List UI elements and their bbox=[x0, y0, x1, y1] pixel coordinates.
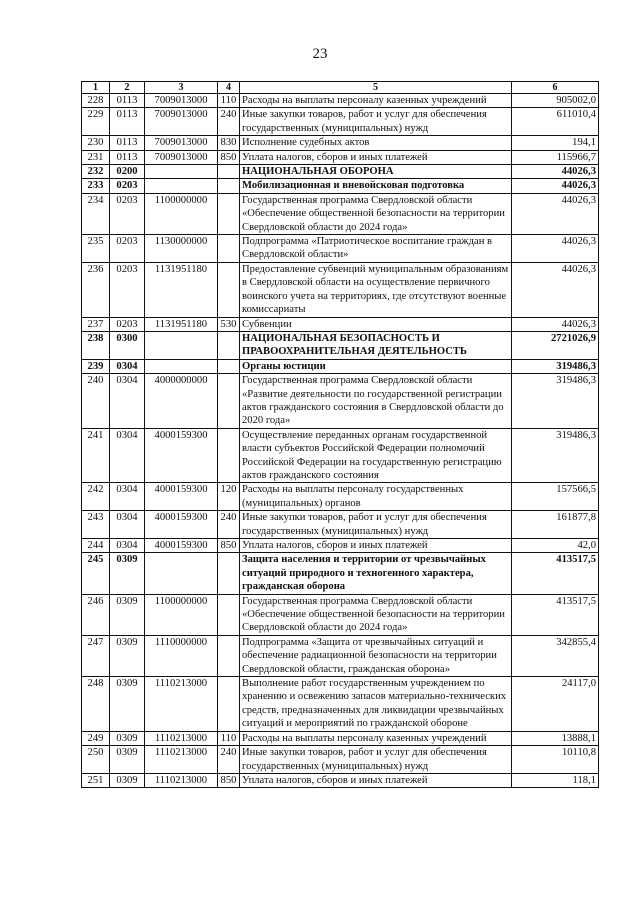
section-code-cell: 0113 bbox=[110, 136, 145, 150]
amount-cell: 42,0 bbox=[512, 539, 599, 553]
table-row bbox=[82, 746, 599, 774]
section-code-cell: 0200 bbox=[110, 165, 145, 179]
table-row bbox=[82, 165, 599, 179]
item-name-cell: Органы юстиции bbox=[240, 359, 512, 373]
target-code-cell: 4000159300 bbox=[145, 539, 218, 553]
table-row bbox=[82, 594, 599, 635]
header-cell: 3 bbox=[145, 82, 218, 94]
amount-cell: 194,1 bbox=[512, 136, 599, 150]
table-row bbox=[82, 262, 599, 317]
expense-type-cell: 850 bbox=[218, 539, 240, 553]
target-code-cell: 1110000000 bbox=[145, 635, 218, 676]
row-number-cell: 230 bbox=[82, 136, 110, 150]
item-name-cell: Осуществление переданных органам государственной власти субъектов Российской Федерации полномочий Российской Федерации на государственную регистрацию актов гражданского состояния bbox=[240, 428, 512, 483]
row-number-cell: 228 bbox=[82, 94, 110, 108]
expense-type-cell bbox=[218, 677, 240, 732]
table-row bbox=[82, 731, 599, 745]
expense-type-cell: 110 bbox=[218, 731, 240, 745]
section-code-cell: 0203 bbox=[110, 193, 145, 234]
row-number-cell: 234 bbox=[82, 193, 110, 234]
table-row bbox=[82, 136, 599, 150]
section-code-cell: 0309 bbox=[110, 746, 145, 774]
section-code-cell: 0300 bbox=[110, 331, 145, 359]
amount-cell: 13888,1 bbox=[512, 731, 599, 745]
row-number-cell: 246 bbox=[82, 594, 110, 635]
target-code-cell: 7009013000 bbox=[145, 136, 218, 150]
section-code-cell: 0304 bbox=[110, 539, 145, 553]
table-row bbox=[82, 108, 599, 136]
table-row bbox=[82, 511, 599, 539]
target-code-cell: 4000000000 bbox=[145, 374, 218, 429]
item-name-cell: Подпрограмма «Патриотическое воспитание граждан в Свердловской области» bbox=[240, 235, 512, 263]
amount-cell: 905002,0 bbox=[512, 94, 599, 108]
row-number-cell: 241 bbox=[82, 428, 110, 483]
expense-type-cell bbox=[218, 331, 240, 359]
item-name-cell: Государственная программа Свердловской области «Обеспечение общественной безопасности на территории Свердловской области до 2024 года» bbox=[240, 594, 512, 635]
budget-table bbox=[81, 81, 599, 788]
expense-type-cell bbox=[218, 359, 240, 373]
header-cell: 1 bbox=[82, 82, 110, 94]
row-number-cell: 231 bbox=[82, 150, 110, 164]
table-row bbox=[82, 773, 599, 787]
target-code-cell bbox=[145, 179, 218, 193]
expense-type-cell bbox=[218, 553, 240, 594]
target-code-cell: 1110213000 bbox=[145, 773, 218, 787]
header-cell: 5 bbox=[240, 82, 512, 94]
row-number-cell: 235 bbox=[82, 235, 110, 263]
target-code-cell: 7009013000 bbox=[145, 150, 218, 164]
row-number-cell: 243 bbox=[82, 511, 110, 539]
amount-cell: 319486,3 bbox=[512, 359, 599, 373]
target-code-cell: 1100000000 bbox=[145, 193, 218, 234]
amount-cell: 319486,3 bbox=[512, 374, 599, 429]
target-code-cell: 1130000000 bbox=[145, 235, 218, 263]
table-row bbox=[82, 179, 599, 193]
section-code-cell: 0309 bbox=[110, 731, 145, 745]
target-code-cell: 1110213000 bbox=[145, 746, 218, 774]
target-code-cell: 1100000000 bbox=[145, 594, 218, 635]
amount-cell: 413517,5 bbox=[512, 594, 599, 635]
amount-cell: 611010,4 bbox=[512, 108, 599, 136]
table-row bbox=[82, 539, 599, 553]
target-code-cell: 4000159300 bbox=[145, 483, 218, 511]
section-code-cell: 0304 bbox=[110, 511, 145, 539]
item-name-cell: Расходы на выплаты персоналу казенных учреждений bbox=[240, 94, 512, 108]
target-code-cell: 1110213000 bbox=[145, 731, 218, 745]
amount-cell: 157566,5 bbox=[512, 483, 599, 511]
amount-cell: 44026,3 bbox=[512, 179, 599, 193]
table-row bbox=[82, 359, 599, 373]
expense-type-cell bbox=[218, 193, 240, 234]
row-number-cell: 251 bbox=[82, 773, 110, 787]
target-code-cell: 1131951180 bbox=[145, 317, 218, 331]
target-code-cell: 4000159300 bbox=[145, 511, 218, 539]
table-row bbox=[82, 235, 599, 263]
amount-cell: 24117,0 bbox=[512, 677, 599, 732]
section-code-cell: 0113 bbox=[110, 108, 145, 136]
section-code-cell: 0309 bbox=[110, 677, 145, 732]
expense-type-cell: 120 bbox=[218, 483, 240, 511]
item-name-cell: Иные закупки товаров, работ и услуг для обеспечения государственных (муниципальных) нужд bbox=[240, 746, 512, 774]
expense-type-cell bbox=[218, 635, 240, 676]
amount-cell: 2721026,9 bbox=[512, 331, 599, 359]
header-cell: 6 bbox=[512, 82, 599, 94]
row-number-cell: 240 bbox=[82, 374, 110, 429]
item-name-cell: НАЦИОНАЛЬНАЯ БЕЗОПАСНОСТЬ И ПРАВООХРАНИТЕЛЬНАЯ ДЕЯТЕЛЬНОСТЬ bbox=[240, 331, 512, 359]
amount-cell: 44026,3 bbox=[512, 317, 599, 331]
target-code-cell bbox=[145, 331, 218, 359]
section-code-cell: 0309 bbox=[110, 773, 145, 787]
row-number-cell: 248 bbox=[82, 677, 110, 732]
amount-cell: 115966,7 bbox=[512, 150, 599, 164]
row-number-cell: 236 bbox=[82, 262, 110, 317]
row-number-cell: 244 bbox=[82, 539, 110, 553]
target-code-cell: 7009013000 bbox=[145, 108, 218, 136]
section-code-cell: 0113 bbox=[110, 150, 145, 164]
expense-type-cell: 850 bbox=[218, 773, 240, 787]
item-name-cell: Уплата налогов, сборов и иных платежей bbox=[240, 773, 512, 787]
amount-cell: 161877,8 bbox=[512, 511, 599, 539]
section-code-cell: 0304 bbox=[110, 359, 145, 373]
item-name-cell: Мобилизационная и вневойсковая подготовка bbox=[240, 179, 512, 193]
amount-cell: 44026,3 bbox=[512, 262, 599, 317]
item-name-cell: Уплата налогов, сборов и иных платежей bbox=[240, 150, 512, 164]
page-number: 23 bbox=[312, 46, 328, 62]
row-number-cell: 249 bbox=[82, 731, 110, 745]
table-row bbox=[82, 317, 599, 331]
amount-cell: 44026,3 bbox=[512, 193, 599, 234]
amount-cell: 319486,3 bbox=[512, 428, 599, 483]
expense-type-cell: 240 bbox=[218, 746, 240, 774]
expense-type-cell bbox=[218, 374, 240, 429]
section-code-cell: 0304 bbox=[110, 374, 145, 429]
amount-cell: 10110,8 bbox=[512, 746, 599, 774]
expense-type-cell: 240 bbox=[218, 108, 240, 136]
table-row bbox=[82, 553, 599, 594]
header-cell: 2 bbox=[110, 82, 145, 94]
expense-type-cell bbox=[218, 428, 240, 483]
section-code-cell: 0304 bbox=[110, 428, 145, 483]
target-code-cell: 1131951180 bbox=[145, 262, 218, 317]
section-code-cell: 0203 bbox=[110, 235, 145, 263]
amount-cell: 44026,3 bbox=[512, 235, 599, 263]
item-name-cell: Иные закупки товаров, работ и услуг для обеспечения государственных (муниципальных) нужд bbox=[240, 108, 512, 136]
table-row bbox=[82, 428, 599, 483]
expense-type-cell bbox=[218, 594, 240, 635]
target-code-cell bbox=[145, 553, 218, 594]
header-row bbox=[82, 82, 599, 94]
row-number-cell: 232 bbox=[82, 165, 110, 179]
item-name-cell: Подпрограмма «Защита от чрезвычайных ситуаций и обеспечение радиационной безопасности на территории Свердловской области, гражданская оборона» bbox=[240, 635, 512, 676]
item-name-cell: Расходы на выплаты персоналу государственных (муниципальных) органов bbox=[240, 483, 512, 511]
expense-type-cell bbox=[218, 235, 240, 263]
row-number-cell: 239 bbox=[82, 359, 110, 373]
header-cell: 4 bbox=[218, 82, 240, 94]
table-body bbox=[82, 94, 599, 788]
row-number-cell: 229 bbox=[82, 108, 110, 136]
section-code-cell: 0304 bbox=[110, 483, 145, 511]
table-row bbox=[82, 150, 599, 164]
table-row bbox=[82, 635, 599, 676]
section-code-cell: 0113 bbox=[110, 94, 145, 108]
amount-cell: 118,1 bbox=[512, 773, 599, 787]
expense-type-cell: 850 bbox=[218, 150, 240, 164]
table-row bbox=[82, 677, 599, 732]
section-code-cell: 0203 bbox=[110, 317, 145, 331]
section-code-cell: 0309 bbox=[110, 553, 145, 594]
target-code-cell bbox=[145, 165, 218, 179]
row-number-cell: 250 bbox=[82, 746, 110, 774]
table-row bbox=[82, 483, 599, 511]
row-number-cell: 233 bbox=[82, 179, 110, 193]
row-number-cell: 247 bbox=[82, 635, 110, 676]
section-code-cell: 0309 bbox=[110, 594, 145, 635]
item-name-cell: НАЦИОНАЛЬНАЯ ОБОРОНА bbox=[240, 165, 512, 179]
amount-cell: 413517,5 bbox=[512, 553, 599, 594]
item-name-cell: Иные закупки товаров, работ и услуг для обеспечения государственных (муниципальных) нужд bbox=[240, 511, 512, 539]
expense-type-cell bbox=[218, 179, 240, 193]
expense-type-cell: 530 bbox=[218, 317, 240, 331]
section-code-cell: 0309 bbox=[110, 635, 145, 676]
item-name-cell: Уплата налогов, сборов и иных платежей bbox=[240, 539, 512, 553]
item-name-cell: Исполнение судебных актов bbox=[240, 136, 512, 150]
row-number-cell: 238 bbox=[82, 331, 110, 359]
target-code-cell: 7009013000 bbox=[145, 94, 218, 108]
item-name-cell: Выполнение работ государственным учреждением по хранению и освежению запасов материально-технических средств, предназначенных для ликвидации чрезвычайных ситуаций и мероприятий по гражданской обороне bbox=[240, 677, 512, 732]
table-row bbox=[82, 193, 599, 234]
expense-type-cell bbox=[218, 262, 240, 317]
expense-type-cell: 830 bbox=[218, 136, 240, 150]
amount-cell: 44026,3 bbox=[512, 165, 599, 179]
expense-type-cell bbox=[218, 165, 240, 179]
row-number-cell: 237 bbox=[82, 317, 110, 331]
table-row bbox=[82, 331, 599, 359]
row-number-cell: 242 bbox=[82, 483, 110, 511]
target-code-cell bbox=[145, 359, 218, 373]
section-code-cell: 0203 bbox=[110, 179, 145, 193]
target-code-cell: 4000159300 bbox=[145, 428, 218, 483]
item-name-cell: Государственная программа Свердловской области «Развитие деятельности по государственной регистрации актов гражданского состояния в Свердловской области до 2020 года» bbox=[240, 374, 512, 429]
item-name-cell: Предоставление субвенций муниципальным образованиям в Свердловской области на осуществление первичного воинского учета на территориях, где отсутствуют военные комиссариаты bbox=[240, 262, 512, 317]
row-number-cell: 245 bbox=[82, 553, 110, 594]
expense-type-cell: 240 bbox=[218, 511, 240, 539]
target-code-cell: 1110213000 bbox=[145, 677, 218, 732]
amount-cell: 342855,4 bbox=[512, 635, 599, 676]
item-name-cell: Защита населения и территории от чрезвычайных ситуаций природного и техногенного характера, гражданская оборона bbox=[240, 553, 512, 594]
item-name-cell: Субвенции bbox=[240, 317, 512, 331]
table-row bbox=[82, 94, 599, 108]
section-code-cell: 0203 bbox=[110, 262, 145, 317]
item-name-cell: Расходы на выплаты персоналу казенных учреждений bbox=[240, 731, 512, 745]
table-row bbox=[82, 374, 599, 429]
item-name-cell: Государственная программа Свердловской области «Обеспечение общественной безопасности на территории Свердловской области до 2024 года» bbox=[240, 193, 512, 234]
expense-type-cell: 110 bbox=[218, 94, 240, 108]
